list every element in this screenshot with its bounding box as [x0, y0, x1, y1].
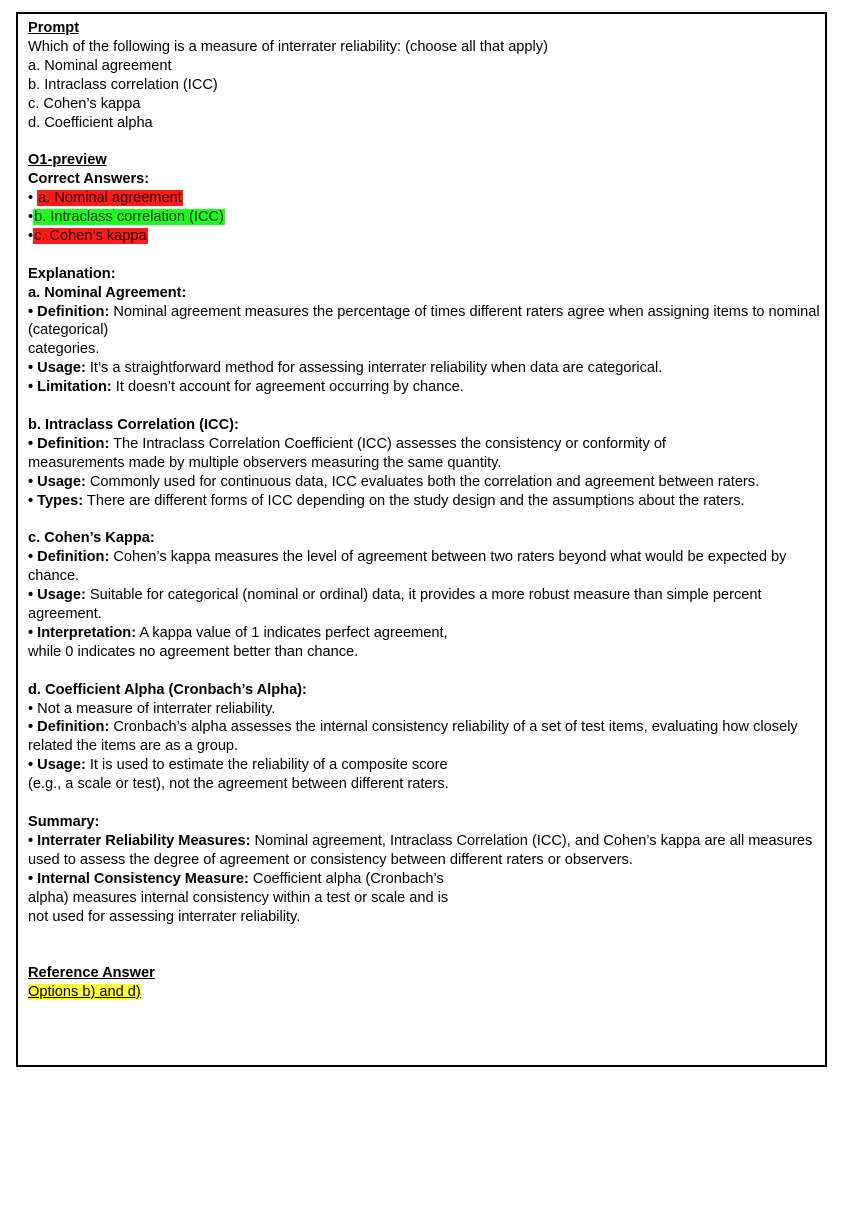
document-content [28, 19, 823, 1002]
answer-item-a [28, 189, 823, 208]
section-c-title: c. Cohen’s Kappa: [28, 530, 155, 547]
section-c-interpretation: • Interpretation: A kappa value of 1 indicates perfect agreement, [28, 624, 448, 641]
section-a-limitation: • Limitation: It doesn’t account for agreement occurring by chance. [28, 379, 464, 396]
model-heading: O1-preview [28, 152, 107, 169]
summary-icm: • Internal Consistency Measure: Coefficient alpha (Cronbach’s [28, 870, 444, 887]
bullet: • [28, 209, 34, 226]
section-a-definition-cont: categories. [28, 341, 100, 358]
explanation-heading: Explanation: [28, 265, 116, 282]
section-a-title: a. Nominal Agreement: [28, 284, 187, 301]
section-d-usage: • Usage: It is used to estimate the reliability of a composite score [28, 757, 448, 774]
section-d-title: d. Coefficient Alpha (Cronbach’s Alpha): [28, 681, 307, 698]
section-c-interpretation-cont: while 0 indicates no agreement better than chance. [28, 643, 359, 660]
section-b-definition-cont: measurements made by multiple observers measuring the same quantity. [28, 454, 502, 471]
prompt-question: Which of the following is a measure of interrater reliability: (choose all that apply) [28, 38, 548, 55]
prompt-heading: Prompt [28, 20, 80, 36]
prompt-option-b: b. Intraclass correlation (ICC) [28, 76, 218, 93]
answer-highlight-red: a. Nominal agreement [38, 190, 182, 207]
reference-answer-highlight: Options b) and d) [28, 984, 141, 1001]
answer-highlight-green: b. Intraclass correlation (ICC) [34, 209, 224, 226]
answer-highlight-red: c. Cohen’s kappa [34, 227, 147, 244]
section-d-not-measure: • Not a measure of interrater reliability. [28, 700, 276, 717]
summary-icm-cont-2: not used for assessing interrater reliability. [28, 908, 301, 925]
answer-item-c [28, 227, 823, 246]
answer-item-b [28, 208, 823, 227]
summary-irr: • Interrater Reliability Measures: Nominal agreement, Intraclass Correlation (ICC), and Cohen’s kappa are all measures used to assess the degree of agreement or consistency between different raters or observers. [28, 832, 813, 868]
section-b-usage: • Usage: Commonly used for continuous data, ICC evaluates both the correlation and agreement between raters. [28, 473, 760, 490]
section-b-definition: • Definition: The Intraclass Correlation Coefficient (ICC) assesses the consistency or conformity of [28, 435, 666, 452]
section-a-definition: • Definition: Nominal agreement measures the percentage of times different raters agree when assigning items to nominal (categorical) [28, 303, 820, 339]
section-c-definition: • Definition: Cohen’s kappa measures the level of agreement between two raters beyond what would be expected by chance. [28, 549, 787, 585]
section-c-usage: • Usage: Suitable for categorical (nominal or ordinal) data, it provides a more robust measure than simple percent agreement. [28, 587, 762, 623]
section-b-types: • Types: There are different forms of ICC depending on the study design and the assumptions about the raters. [28, 492, 745, 509]
section-b-title: b. Intraclass Correlation (ICC): [28, 416, 239, 433]
reference-heading: Reference Answer [28, 965, 155, 982]
prompt-option-d: d. Coefficient alpha [28, 114, 153, 131]
section-a-usage: • Usage: It’s a straightforward method for assessing interrater reliability when data are categorical. [28, 360, 663, 377]
section-d-usage-cont: (e.g., a scale or test), not the agreement between different raters. [28, 776, 449, 793]
bullet: • [28, 190, 34, 207]
prompt-option-a: a. Nominal agreement [28, 57, 172, 74]
correct-answers-label: Correct Answers: [28, 171, 150, 188]
prompt-option-c: c. Cohen’s kappa [28, 95, 141, 112]
summary-heading: Summary: [28, 813, 100, 830]
summary-icm-cont-1: alpha) measures internal consistency within a test or scale and is [28, 889, 449, 906]
bullet: • [28, 227, 34, 244]
section-d-definition: • Definition: Cronbach’s alpha assesses the internal consistency reliability of a set of test items, evaluating how closely related the items are as a group. [28, 719, 798, 755]
